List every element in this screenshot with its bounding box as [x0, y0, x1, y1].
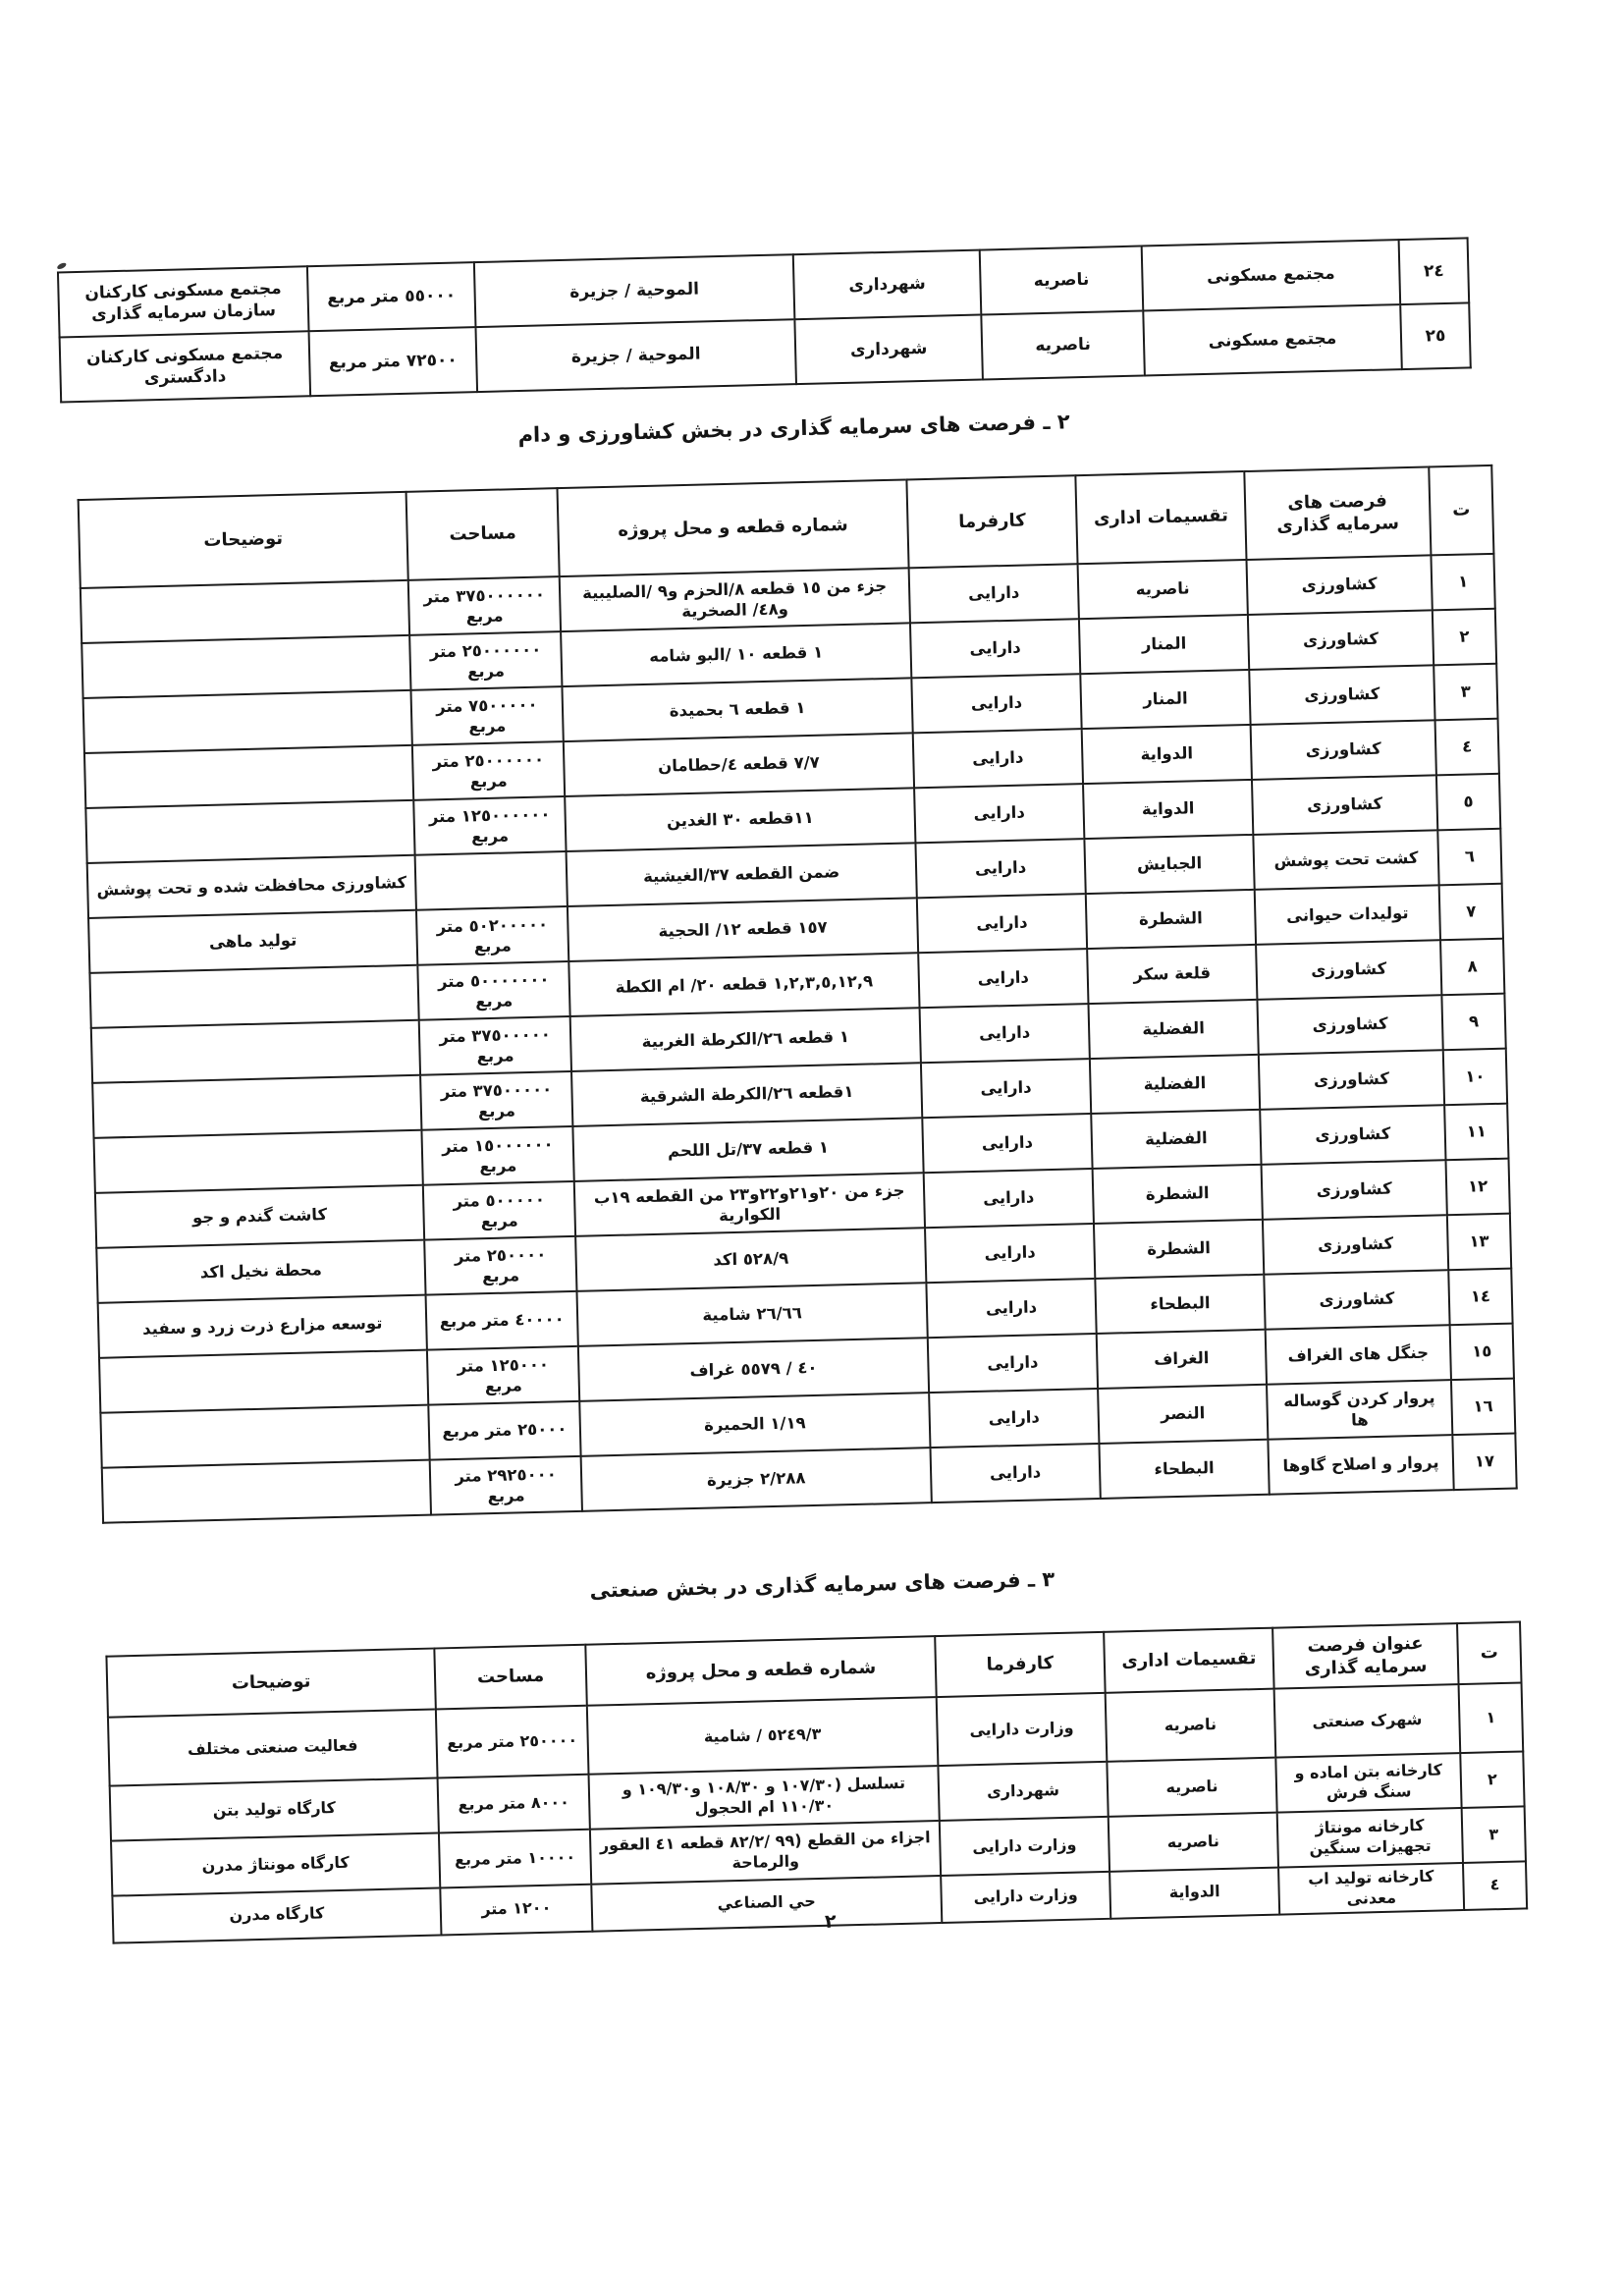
- employer-cell: وزارت دارايى: [940, 1817, 1109, 1876]
- employer-cell: شهردارى: [938, 1762, 1108, 1821]
- area-cell: ٧٢٥٠٠ متر مربع: [309, 327, 478, 396]
- residential-projects-table: [57, 237, 1472, 403]
- header-employer: كارفرما: [906, 475, 1077, 568]
- employer-cell: دارايى: [925, 1224, 1095, 1283]
- division-cell: البطحاء: [1095, 1275, 1265, 1334]
- division-cell: الفضلية: [1088, 1000, 1258, 1059]
- header-location: شماره قطعه و محل پروژه: [558, 479, 909, 576]
- employer-cell: شهردارى: [793, 250, 982, 320]
- area-cell: [415, 851, 568, 910]
- opportunity-cell: كشاورزى: [1252, 775, 1437, 835]
- header-division: تقسيمات ادارى: [1104, 1628, 1273, 1693]
- area-cell: ٥٠٢٠٠٠٠٠ متر مربع: [416, 906, 568, 965]
- row-number-cell: ٢: [1460, 1751, 1524, 1808]
- row-number-cell: ١٦: [1451, 1379, 1515, 1436]
- division-cell: الفضلية: [1090, 1055, 1260, 1114]
- area-cell: ٤٠٠٠٠ متر مربع: [426, 1291, 578, 1350]
- opportunity-cell: كارخانه مونتاژ تجهيزات سنگين: [1277, 1808, 1463, 1868]
- location-cell: اجزاء من القطع (٩٩ /٨٢/٢ قطعه ٤١ العقور والرماحة: [590, 1821, 941, 1885]
- row-number-cell: ٣: [1462, 1806, 1526, 1863]
- employer-cell: دارايى: [924, 1169, 1094, 1228]
- opportunity-cell: توليدات حيوانى: [1255, 885, 1440, 945]
- notes-cell: [94, 1130, 423, 1193]
- area-cell: ٢٥٠٠٠٠٠٠ متر مربع: [409, 631, 562, 690]
- area-cell: ٣٧٥٠٠٠٠٠ متر مربع: [419, 1016, 571, 1075]
- section-industrial-title: ٣ ـ فرصت هاى سرمايه گذارى در بخش صنعتى: [589, 1567, 1055, 1603]
- location-cell: ١/١٩ الحميرة: [579, 1393, 930, 1456]
- location-cell: ٥٢٨/٩ اكد: [575, 1228, 926, 1291]
- notes-cell: [83, 690, 412, 753]
- division-cell: ناصريه: [1107, 1758, 1276, 1817]
- row-number-cell: ٥: [1436, 774, 1500, 831]
- row-number-cell: ١١: [1444, 1104, 1508, 1161]
- row-number-cell: ١: [1431, 554, 1494, 611]
- row-number-cell: ١٢: [1445, 1159, 1509, 1216]
- opportunity-cell: كشاورزى: [1248, 610, 1434, 670]
- location-cell: حي الصناعي: [591, 1876, 942, 1931]
- header-opportunity: عنوان فرصت سرمايه گذارى: [1272, 1623, 1458, 1689]
- agriculture-table-body: [81, 554, 1517, 1523]
- page-number: ٢: [824, 1910, 837, 1933]
- employer-cell: دارايى: [910, 619, 1080, 678]
- division-cell: الدواية: [1109, 1868, 1279, 1919]
- opportunity-cell: كشاورزى: [1262, 1160, 1447, 1220]
- division-cell: البطحاء: [1099, 1440, 1269, 1499]
- location-cell: تسلسل (١٠٧/٣٠ و ١٠٨/٣٠ و١٠٩/٣٠ و ١١٠/٣٠ ام الحجول: [589, 1766, 940, 1830]
- notes-cell: [85, 800, 414, 863]
- opportunity-cell: كشاورزى: [1249, 665, 1434, 725]
- notes-cell: [84, 745, 413, 808]
- opportunity-cell: پروار و اصلاح گاوها: [1268, 1435, 1453, 1495]
- opportunity-cell: كشاورزى: [1256, 940, 1441, 1000]
- location-cell: ١ قطعه ١٠ /البو شامه: [561, 623, 911, 686]
- division-cell: ناصريه: [1109, 1813, 1278, 1872]
- location-cell: ١ قطعه ٢٦/الكرطة الغربية: [570, 1008, 921, 1071]
- area-cell: ١٢٠٠ متر: [440, 1885, 592, 1935]
- header-notes: توضيحات: [79, 492, 408, 588]
- notes-cell: [102, 1460, 431, 1523]
- area-cell: ١٠٠٠٠ متر مربع: [439, 1830, 591, 1888]
- row-number-cell: ٤: [1463, 1861, 1527, 1909]
- industrial-opportunities-table: [105, 1620, 1528, 1943]
- notes-cell: فعاليت صنعتى مختلف: [108, 1710, 438, 1786]
- row-number-cell: ١٣: [1447, 1214, 1511, 1271]
- row-number-cell: ٢: [1433, 609, 1496, 666]
- division-cell: ناصريه: [1106, 1689, 1276, 1762]
- area-cell: ٢٥٠٠٠٠ متر مربع: [424, 1236, 576, 1295]
- header-area: مساحت: [434, 1645, 586, 1710]
- employer-cell: دارايى: [909, 564, 1079, 623]
- opportunity-cell: كشت تحت پوشش: [1253, 830, 1438, 890]
- opportunity-cell: كشاورزى: [1263, 1215, 1448, 1275]
- division-cell: قلعة سكر: [1087, 945, 1257, 1004]
- row-number-cell: ٧: [1439, 884, 1503, 941]
- area-cell: ٢٥٠٠٠٠٠٠ متر مربع: [412, 741, 565, 800]
- employer-cell: دارايى: [926, 1279, 1096, 1338]
- location-cell: ١ قطعه ٣٧/تل اللحم: [572, 1118, 923, 1181]
- row-number-cell: ٦: [1437, 829, 1501, 886]
- opportunity-cell: پروار كردن گوساله ها: [1267, 1380, 1452, 1440]
- location-cell: الموحية / جزيرة: [475, 319, 796, 392]
- notes-cell: [92, 1075, 421, 1138]
- notes-cell: كشاورزى محافظت شده و تحت پوشش: [87, 855, 416, 918]
- location-cell: ١١قطعه ٣٠ الغدين: [565, 788, 915, 851]
- area-cell: ٥٥٠٠٠ متر مربع: [307, 262, 476, 331]
- division-cell: ناصريه: [981, 310, 1145, 379]
- division-cell: النصر: [1098, 1385, 1268, 1444]
- header-opportunity: فرصت هاى سرمايه گذارى: [1244, 466, 1431, 560]
- header-division: تقسيمات ادارى: [1075, 471, 1246, 564]
- notes-cell: مجتمع مسكونى كاركنان سازمان سرمايه گذارى: [58, 266, 309, 337]
- employer-cell: شهردارى: [794, 315, 983, 385]
- location-cell: ٧/٧ قطعه ٤/حطامان: [564, 733, 914, 796]
- division-cell: ناصريه: [1078, 560, 1248, 619]
- location-cell: ٤٠ / ٥٥٧٩ غراف: [578, 1338, 929, 1401]
- header-employer: كارفرما: [935, 1632, 1105, 1697]
- area-cell: ٥٠٠٠٠٠٠٠ متر مربع: [417, 961, 569, 1020]
- opportunity-cell: كشاورزى: [1251, 720, 1436, 780]
- area-cell: ١٥٠٠٠٠٠٠ متر مربع: [421, 1126, 573, 1185]
- opportunity-cell: شهرک صنعتى: [1274, 1684, 1461, 1758]
- row-number-cell: ١٠: [1443, 1049, 1507, 1106]
- location-cell: ١٥٧ قطعه ١٢/ الحجية: [568, 898, 918, 961]
- notes-cell: توسعه مزارع ذرت زرد و سفيد: [98, 1295, 427, 1358]
- stray-mark: [56, 261, 67, 270]
- row-number-cell: ٢٥: [1400, 302, 1471, 369]
- notes-cell: [81, 580, 409, 643]
- notes-cell: مجتمع مسكونى كاركنان دادگسترى: [60, 331, 311, 402]
- row-number-cell: ٤: [1435, 719, 1499, 776]
- employer-cell: دارايى: [929, 1389, 1099, 1448]
- division-cell: الفضلية: [1091, 1110, 1261, 1169]
- notes-cell: كارگاه توليد بتن: [110, 1777, 439, 1840]
- opportunity-cell: كشاورزى: [1257, 995, 1442, 1055]
- location-cell: جزء من ٢٠و٢١و٢٢و٢٣ من القطعه ١٩ب الكوارية: [574, 1173, 925, 1236]
- row-number-cell: ١٤: [1448, 1269, 1512, 1326]
- opportunity-cell: كارخانه توليد اب معدنى: [1278, 1863, 1464, 1914]
- location-cell: ١قطعه ٢٦/الكرطة الشرقية: [571, 1063, 922, 1126]
- notes-cell: [89, 965, 418, 1028]
- row-number-cell: ٨: [1440, 939, 1504, 996]
- row-number-cell: ٣: [1434, 664, 1497, 721]
- employer-cell: دارايى: [930, 1444, 1100, 1503]
- notes-cell: محطة نخيل اكد: [96, 1240, 425, 1303]
- notes-cell: [91, 1020, 420, 1083]
- opportunity-cell: مجتمع مسكونى: [1143, 304, 1402, 375]
- employer-cell: دارايى: [917, 894, 1087, 953]
- opportunity-cell: كارخانه بتن اماده و سنگ فرش: [1275, 1753, 1461, 1813]
- section-agriculture-title: ٢ ـ فرصت هاى سرمايه گذارى در بخش كشاورزى و دام: [517, 410, 1070, 448]
- area-cell: ٧٥٠٠٠٠٠ متر مربع: [410, 686, 563, 745]
- opportunity-cell: كشاورزى: [1260, 1105, 1445, 1165]
- location-cell: جزء من ١٥ قطعه ٨/الحزم و٩ /الصليبية و٤٨/ الصخرية: [560, 568, 910, 631]
- division-cell: ناصريه: [980, 246, 1144, 315]
- employer-cell: دارايى: [914, 784, 1084, 843]
- employer-cell: دارايى: [911, 674, 1081, 733]
- opportunity-cell: كشاورزى: [1246, 555, 1432, 615]
- location-cell: ٢/٢٨٨ جزيرة: [581, 1448, 932, 1511]
- header-area: مساحت: [406, 488, 560, 580]
- row-number-cell: ٢٤: [1399, 238, 1470, 304]
- employer-cell: دارايى: [920, 1004, 1090, 1063]
- notes-cell: [81, 635, 410, 698]
- opportunity-cell: كشاورزى: [1259, 1050, 1444, 1110]
- division-cell: الدواية: [1082, 725, 1252, 784]
- notes-cell: [99, 1350, 428, 1413]
- opportunity-cell: جنگل هاى الغراف: [1266, 1325, 1451, 1385]
- employer-cell: دارايى: [922, 1114, 1092, 1173]
- area-cell: ٢٥٠٠٠ متر مربع: [428, 1401, 580, 1460]
- row-number-cell: ١: [1459, 1682, 1524, 1753]
- location-cell: الموحية / جزيرة: [474, 254, 795, 327]
- division-cell: الدواية: [1083, 780, 1253, 839]
- division-cell: الغراف: [1097, 1330, 1267, 1389]
- header-notes: توضيحات: [106, 1649, 435, 1718]
- header-location: شماره قطعه و محل پروژه: [585, 1636, 936, 1706]
- row-number-cell: ٩: [1441, 994, 1505, 1051]
- notes-cell: كاشت گندم و جو: [95, 1185, 424, 1248]
- residential-table-body: [58, 238, 1471, 402]
- notes-cell: كارگاه مدرن: [112, 1887, 441, 1942]
- location-cell: ١ قطعه ٦ بحميدة: [562, 678, 912, 741]
- row-number-cell: ١٥: [1450, 1324, 1514, 1381]
- location-cell: ٢٦/٦٦ شامية: [576, 1283, 927, 1346]
- opportunity-cell: كشاورزى: [1264, 1270, 1449, 1330]
- employer-cell: وزارت دارايى: [937, 1693, 1108, 1766]
- location-cell: ضمن القطعه ٣٧/الغيشية: [567, 843, 917, 906]
- employer-cell: دارايى: [913, 729, 1083, 788]
- area-cell: ٥٠٠٠٠٠ متر مربع: [423, 1181, 575, 1240]
- division-cell: الجبايش: [1084, 835, 1254, 894]
- header-row-number: ت: [1457, 1622, 1521, 1685]
- notes-cell: [100, 1405, 429, 1468]
- division-cell: الشطرة: [1093, 1165, 1263, 1224]
- area-cell: ١٢٥٠٠٠ متر مربع: [427, 1346, 579, 1405]
- location-cell: ٥٢٤٩/٣ / شامية: [587, 1697, 939, 1775]
- area-cell: ٢٩٢٥٠٠٠ متر مربع: [430, 1456, 582, 1515]
- employer-cell: دارايى: [921, 1059, 1091, 1118]
- area-cell: ٣٧٥٠٠٠٠٠ متر مربع: [420, 1071, 572, 1130]
- division-cell: المنار: [1079, 615, 1249, 674]
- division-cell: الشطرة: [1086, 890, 1256, 949]
- area-cell: ٨٠٠٠ متر مربع: [438, 1775, 590, 1833]
- opportunity-cell: مجتمع مسكونى: [1142, 240, 1401, 310]
- area-cell: ٣٧٥٠٠٠٠٠٠ متر مربع: [408, 576, 561, 635]
- notes-cell: كارگاه مونتاژ مدرن: [111, 1832, 440, 1895]
- location-cell: ١,٢,٣,٥,١٢,٩ قطعه ٢٠/ ام الكطة: [568, 953, 919, 1016]
- agriculture-opportunities-table: [78, 465, 1518, 1524]
- employer-cell: دارايى: [918, 949, 1088, 1008]
- header-row-number: ت: [1429, 465, 1493, 556]
- division-cell: المنار: [1080, 670, 1250, 729]
- area-cell: ١٢٥٠٠٠٠٠٠ متر مربع: [413, 796, 566, 855]
- division-cell: الشطرة: [1094, 1220, 1264, 1279]
- area-cell: ٢٥٠٠٠٠ متر مربع: [436, 1706, 589, 1778]
- employer-cell: وزارت دارايى: [941, 1872, 1110, 1923]
- notes-cell: توليد ماهى: [88, 910, 417, 973]
- employer-cell: دارايى: [915, 839, 1085, 898]
- employer-cell: دارايى: [928, 1334, 1098, 1393]
- row-number-cell: ١٧: [1452, 1434, 1516, 1491]
